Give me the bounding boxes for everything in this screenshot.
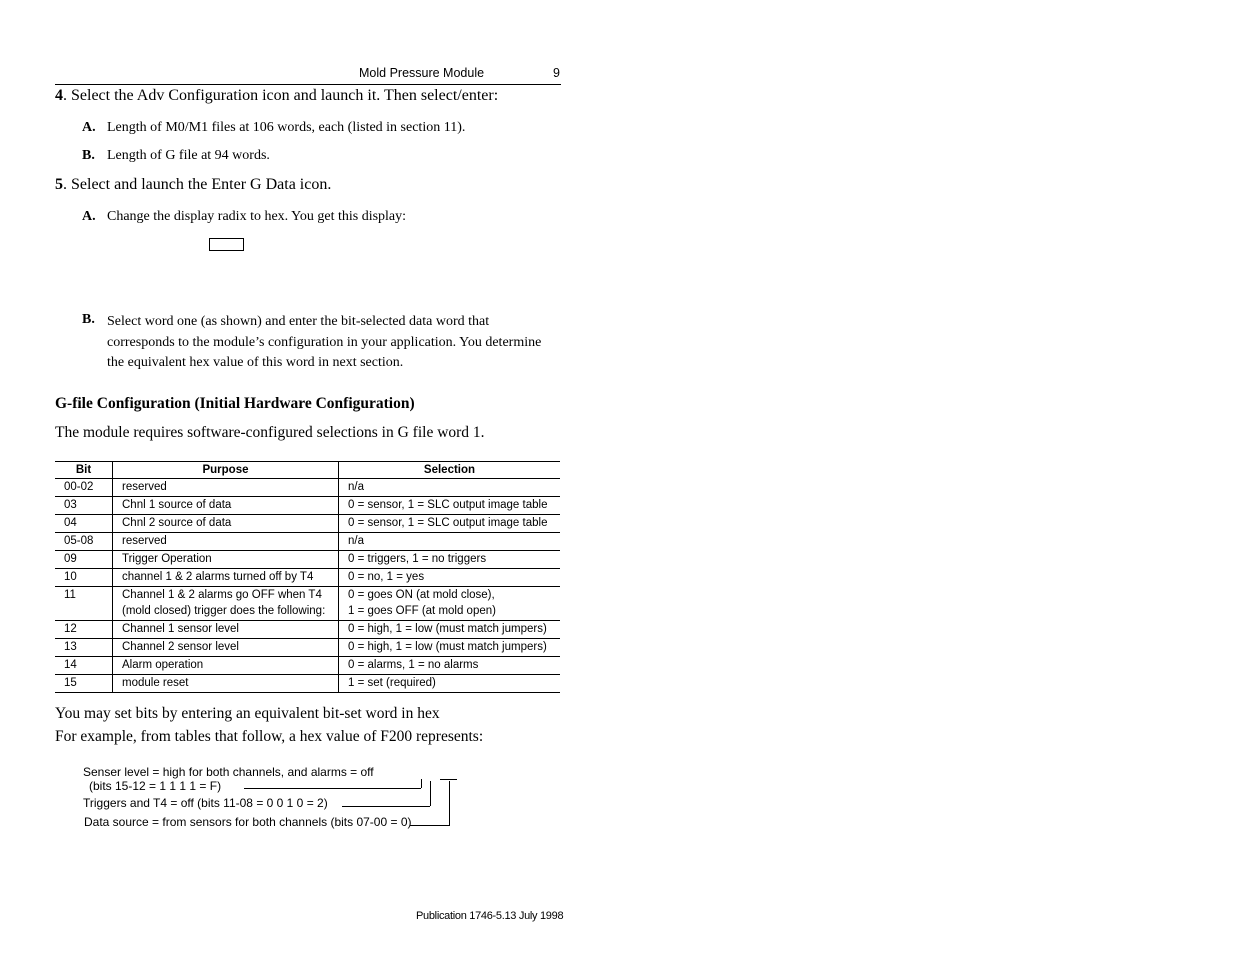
cell-selection: 0 = high, 1 = low (must match jumpers) — [339, 639, 561, 657]
section-intro: The module requires software-configured selections in G file word 1. — [55, 424, 485, 441]
step-4a-text: Length of M0/M1 files at 106 words, each (listed in section 11). — [107, 120, 466, 135]
cell-purpose: channel 1 & 2 alarms turned off by T4 — [113, 569, 339, 587]
cell-selection: n/a — [339, 533, 561, 551]
cell-purpose: Channel 1 & 2 alarms go OFF when T4 (mold closed) trigger does the following: — [113, 587, 339, 621]
step-4-number: 4 — [55, 87, 63, 104]
cell-purpose: Chnl 1 source of data — [113, 497, 339, 515]
cell-selection: n/a — [339, 479, 561, 497]
cell-bit: 03 — [55, 497, 113, 515]
cell-bit: 12 — [55, 621, 113, 639]
cell-bit: 04 — [55, 515, 113, 533]
cell-bit: 13 — [55, 639, 113, 657]
page-number: 9 — [553, 66, 560, 80]
paragraph-example: For example, from tables that follow, a hex value of F200 represents: — [55, 728, 484, 745]
cell-selection: 0 = sensor, 1 = SLC output image table — [339, 497, 561, 515]
step-5a-text: Change the display radix to hex. You get this display: — [107, 209, 407, 224]
cell-purpose: Chnl 2 source of data — [113, 515, 339, 533]
cell-purpose: Trigger Operation — [113, 551, 339, 569]
cell-bit: 11 — [55, 587, 113, 621]
section-heading: G-file Configuration (Initial Hardware Configuration) — [55, 395, 415, 412]
diagram-label-triggers: Triggers and T4 = off (bits 11-08 = 0 0 1 0 = 2) — [83, 796, 328, 810]
publication-footer: Publication 1746-5.13 July 1998 — [416, 910, 564, 922]
paragraph-bit-set-hex: You may set bits by entering an equivalent bit-set word in hex — [55, 705, 440, 722]
cell-purpose: reserved — [113, 533, 339, 551]
cell-bit: 05-08 — [55, 533, 113, 551]
step-4b-text: Length of G file at 94 words. — [107, 148, 270, 163]
column-header-purpose: Purpose — [113, 462, 339, 479]
column-header-selection: Selection — [339, 462, 561, 479]
cell-selection: 0 = high, 1 = low (must match jumpers) — [339, 621, 561, 639]
cell-purpose: Alarm operation — [113, 657, 339, 675]
cell-bit: 14 — [55, 657, 113, 675]
step-4a-letter: A. — [82, 120, 96, 135]
column-header-bit: Bit — [55, 462, 113, 479]
cell-selection: 0 = triggers, 1 = no triggers — [339, 551, 561, 569]
step-5b-text: Select word one (as shown) and enter the bit-selected data word that corresponds to the module’s configuration in your application. You determine the equivalent hex value of this word in next section. — [107, 314, 542, 370]
step-4b-letter: B. — [82, 148, 95, 163]
cell-purpose: Channel 1 sensor level — [113, 621, 339, 639]
cell-bit: 00-02 — [55, 479, 113, 497]
step-5a-letter: A. — [82, 209, 96, 224]
cell-selection: 0 = no, 1 = yes — [339, 569, 561, 587]
diagram-label-data-source: Data source = from sensors for both channels (bits 07-00 = 0) — [84, 815, 412, 829]
cell-selection: 0 = alarms, 1 = no alarms — [339, 657, 561, 675]
cell-selection: 0 = goes ON (at mold close), 1 = goes OFF (at mold open) — [339, 587, 561, 621]
step-5-text: . Select and launch the Enter G Data icon. — [63, 176, 332, 193]
cell-bit: 10 — [55, 569, 113, 587]
cell-bit: 15 — [55, 675, 113, 693]
step-5b-letter: B. — [82, 312, 95, 327]
diagram-label-bits-15-12: (bits 15-12 = 1 1 1 1 = F) — [89, 779, 222, 793]
step-5-number: 5 — [55, 176, 63, 193]
running-header-title: Mold Pressure Module — [359, 66, 485, 80]
cell-purpose: reserved — [113, 479, 339, 497]
diagram-label-sensor-level: Senser level = high for both channels, and alarms = off — [83, 765, 374, 779]
cell-purpose: Channel 2 sensor level — [113, 639, 339, 657]
cell-selection: 1 = set (required) — [339, 675, 561, 693]
cell-bit: 09 — [55, 551, 113, 569]
cell-purpose: module reset — [113, 675, 339, 693]
step-4-text: . Select the Adv Configuration icon and launch it. Then select/enter: — [63, 87, 499, 104]
cell-selection: 0 = sensor, 1 = SLC output image table — [339, 515, 561, 533]
